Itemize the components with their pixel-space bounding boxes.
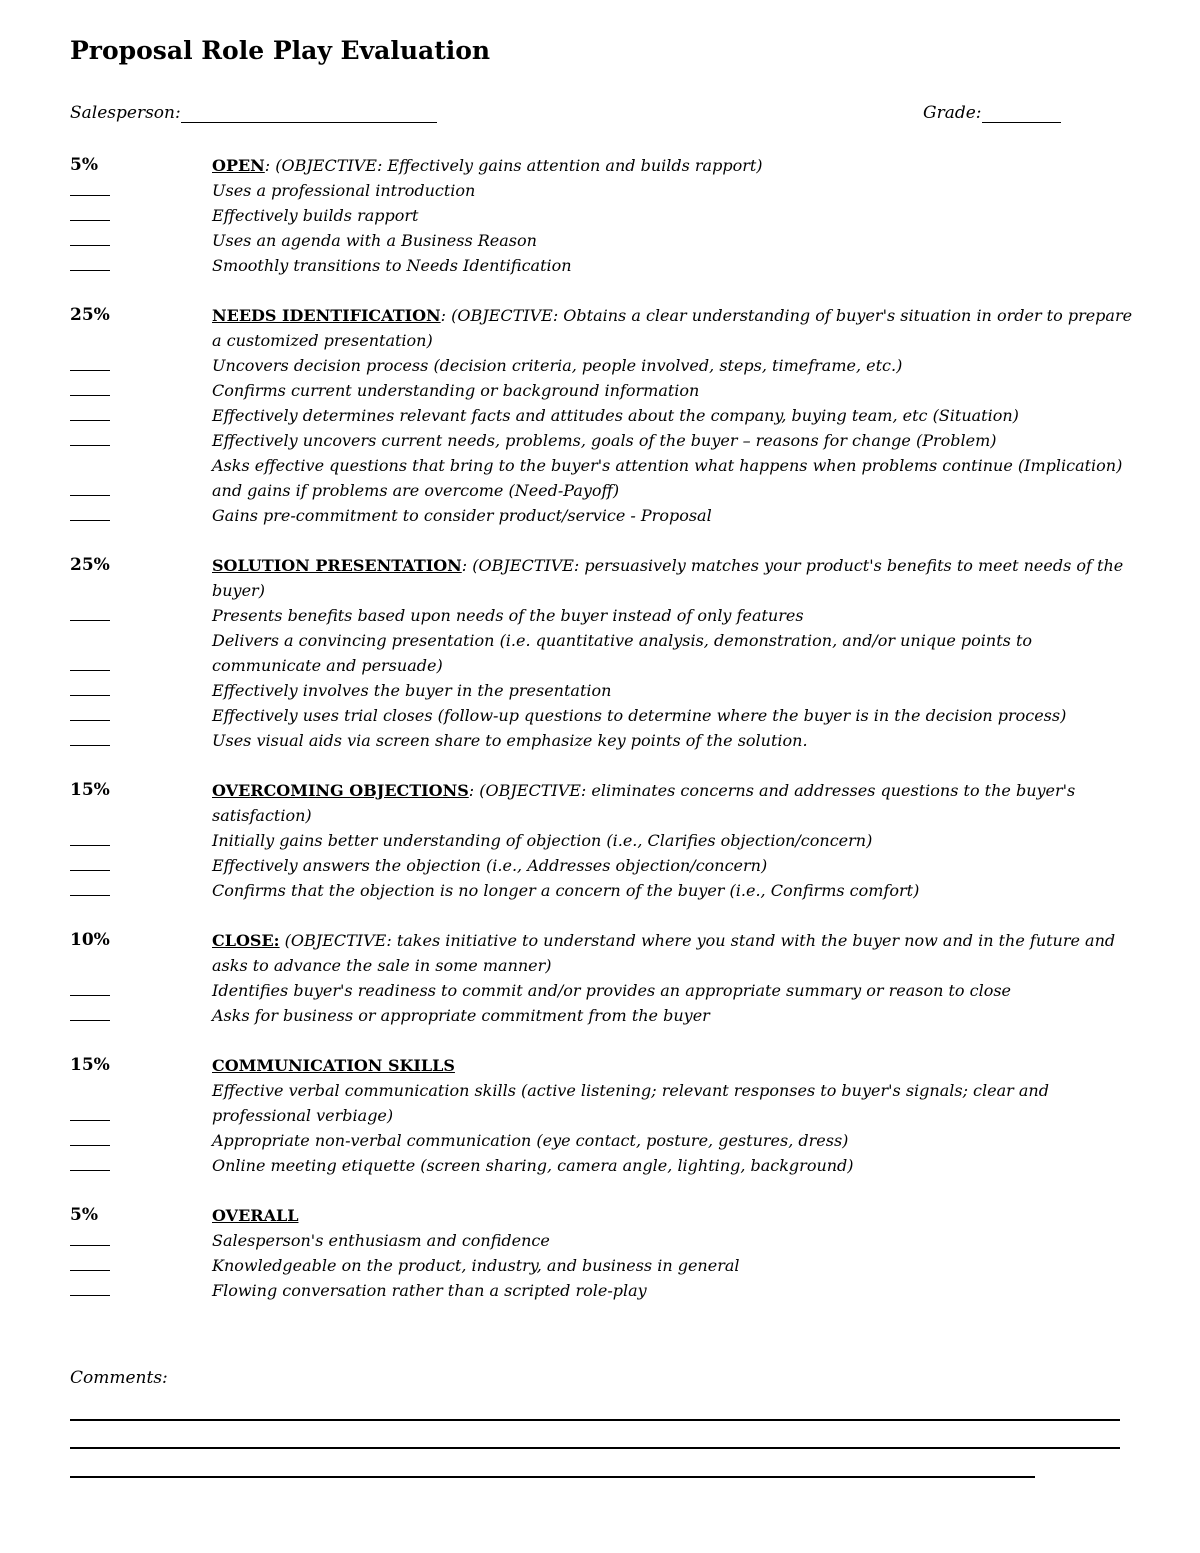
criteria-text: Uncovers decision process (decision criteria, people involved, steps, timeframe, etc.) bbox=[212, 356, 903, 375]
section-weight: 15% bbox=[70, 780, 110, 800]
section-title bbox=[212, 1203, 1137, 1228]
criteria-section bbox=[0, 153, 1200, 278]
criteria-text: Asks effective questions that bring to the buyer's attention what happens when problems continue (Implication) and gains if problems are overcome (Need-Payoff) bbox=[212, 456, 1123, 500]
grade-label: Grade: bbox=[923, 103, 982, 123]
criteria-text: Identifies buyer's readiness to commit and/or provides an appropriate summary or reason to close bbox=[212, 981, 1011, 1000]
criteria-section bbox=[0, 1203, 1200, 1303]
criteria-item bbox=[0, 1253, 1200, 1278]
section-heading: OPEN bbox=[212, 156, 265, 175]
section-header-row bbox=[0, 1203, 1200, 1228]
section-objective: : (OBJECTIVE: Obtains a clear understanding of buyer's situation in order to prepare a customized presentation) bbox=[212, 306, 1133, 350]
criteria-item bbox=[0, 853, 1200, 878]
comments-label: Comments: bbox=[70, 1368, 168, 1388]
score-blank[interactable] bbox=[70, 1120, 110, 1121]
criteria-item bbox=[0, 353, 1200, 378]
score-blank[interactable] bbox=[70, 1020, 110, 1021]
section-title bbox=[212, 928, 1137, 978]
score-blank[interactable] bbox=[70, 745, 110, 746]
criteria-text: Appropriate non-verbal communication (eye contact, posture, gestures, dress) bbox=[212, 1131, 849, 1150]
criteria-item bbox=[0, 253, 1200, 278]
section-header-row bbox=[0, 778, 1200, 828]
criteria-text: Initially gains better understanding of objection (i.e., Clarifies objection/concern) bbox=[212, 831, 873, 850]
score-blank[interactable] bbox=[70, 495, 110, 496]
score-blank[interactable] bbox=[70, 245, 110, 246]
criteria-item bbox=[0, 628, 1200, 678]
section-weight: 5% bbox=[70, 155, 98, 175]
section-objective: (OBJECTIVE: takes initiative to understand where you stand with the buyer now and in the future and asks to advance the sale in some manner) bbox=[212, 931, 1116, 975]
score-blank[interactable] bbox=[70, 720, 110, 721]
criteria-item bbox=[0, 603, 1200, 628]
score-blank[interactable] bbox=[70, 1170, 110, 1171]
section-weight: 25% bbox=[70, 555, 110, 575]
score-blank[interactable] bbox=[70, 620, 110, 621]
score-blank[interactable] bbox=[70, 895, 110, 896]
comment-line[interactable] bbox=[70, 1419, 1120, 1421]
score-blank[interactable] bbox=[70, 195, 110, 196]
section-title bbox=[212, 778, 1137, 828]
criteria-text: Effective verbal communication skills (active listening; relevant responses to buyer's signals; clear and professional verbiage) bbox=[212, 1081, 1049, 1125]
criteria-item bbox=[0, 178, 1200, 203]
criteria-item bbox=[0, 1153, 1200, 1178]
section-title bbox=[212, 303, 1137, 353]
criteria-text: Smoothly transitions to Needs Identification bbox=[212, 256, 572, 275]
criteria-text: Knowledgeable on the product, industry, and business in general bbox=[212, 1256, 740, 1275]
section-header-row bbox=[0, 553, 1200, 603]
criteria-item bbox=[0, 1078, 1200, 1128]
criteria-item bbox=[0, 428, 1200, 453]
section-heading: OVERALL bbox=[212, 1206, 299, 1225]
criteria-item bbox=[0, 978, 1200, 1003]
section-header-row bbox=[0, 1053, 1200, 1078]
score-blank[interactable] bbox=[70, 995, 110, 996]
section-title bbox=[212, 153, 1137, 178]
section-heading: SOLUTION PRESENTATION bbox=[212, 556, 462, 575]
section-objective: : (OBJECTIVE: Effectively gains attention and builds rapport) bbox=[264, 156, 763, 175]
criteria-section bbox=[0, 553, 1200, 753]
salesperson-label: Salesperson: bbox=[70, 103, 181, 123]
criteria-text: Effectively determines relevant facts and attitudes about the company, buying team, etc (Situation) bbox=[212, 406, 1019, 425]
criteria-item bbox=[0, 1003, 1200, 1028]
criteria-text: Effectively builds rapport bbox=[212, 206, 419, 225]
criteria-section bbox=[0, 303, 1200, 528]
score-blank[interactable] bbox=[70, 395, 110, 396]
criteria-item bbox=[0, 378, 1200, 403]
section-heading: COMMUNICATION SKILLS bbox=[212, 1056, 455, 1075]
criteria-text: Gains pre-commitment to consider product/service - Proposal bbox=[212, 506, 712, 525]
section-objective: : (OBJECTIVE: persuasively matches your product's benefits to meet needs of the buyer) bbox=[212, 556, 1124, 600]
salesperson-field bbox=[70, 103, 437, 123]
criteria-item bbox=[0, 453, 1200, 503]
criteria-section bbox=[0, 928, 1200, 1028]
section-header-row bbox=[0, 303, 1200, 353]
criteria-section bbox=[0, 778, 1200, 903]
criteria-text: Confirms current understanding or background information bbox=[212, 381, 700, 400]
section-title bbox=[212, 553, 1137, 603]
criteria-sections bbox=[0, 153, 1200, 1328]
criteria-text: Online meeting etiquette (screen sharing, camera angle, lighting, background) bbox=[212, 1156, 854, 1175]
criteria-item bbox=[0, 403, 1200, 428]
section-title bbox=[212, 1053, 1137, 1078]
score-blank[interactable] bbox=[70, 1145, 110, 1146]
criteria-item bbox=[0, 703, 1200, 728]
criteria-text: Effectively uncovers current needs, problems, goals of the buyer – reasons for change (Problem) bbox=[212, 431, 997, 450]
criteria-section bbox=[0, 1053, 1200, 1178]
criteria-text: Effectively answers the objection (i.e., Addresses objection/concern) bbox=[212, 856, 768, 875]
score-blank[interactable] bbox=[70, 420, 110, 421]
comment-line[interactable] bbox=[70, 1447, 1120, 1449]
section-header-row bbox=[0, 153, 1200, 178]
section-weight: 10% bbox=[70, 930, 110, 950]
criteria-text: Effectively uses trial closes (follow-up questions to determine where the buyer is in the decision process) bbox=[212, 706, 1067, 725]
criteria-text: Uses an agenda with a Business Reason bbox=[212, 231, 537, 250]
grade-blank[interactable] bbox=[982, 104, 1061, 123]
criteria-item bbox=[0, 1228, 1200, 1253]
grade-field bbox=[923, 103, 1061, 123]
section-weight: 5% bbox=[70, 1205, 98, 1225]
criteria-text: Flowing conversation rather than a scripted role-play bbox=[212, 1281, 647, 1300]
criteria-text: Uses visual aids via screen share to emphasize key points of the solution. bbox=[212, 731, 808, 750]
criteria-text: Uses a professional introduction bbox=[212, 181, 476, 200]
criteria-text: Presents benefits based upon needs of the buyer instead of only features bbox=[212, 606, 804, 625]
criteria-text: Asks for business or appropriate commitment from the buyer bbox=[212, 1006, 710, 1025]
score-blank[interactable] bbox=[70, 695, 110, 696]
score-blank[interactable] bbox=[70, 220, 110, 221]
criteria-item bbox=[0, 878, 1200, 903]
criteria-item bbox=[0, 1278, 1200, 1303]
comment-line[interactable] bbox=[70, 1476, 1035, 1478]
score-blank[interactable] bbox=[70, 270, 110, 271]
score-blank[interactable] bbox=[70, 1270, 110, 1271]
criteria-item bbox=[0, 203, 1200, 228]
criteria-text: Confirms that the objection is no longer a concern of the buyer (i.e., Confirms comfort) bbox=[212, 881, 920, 900]
score-blank[interactable] bbox=[70, 520, 110, 521]
criteria-item bbox=[0, 678, 1200, 703]
section-heading: OVERCOMING OBJECTIONS bbox=[212, 781, 469, 800]
criteria-text: Delivers a convincing presentation (i.e. quantitative analysis, demonstration, and/or unique points to communicate and persuade) bbox=[212, 631, 1033, 675]
criteria-item bbox=[0, 728, 1200, 753]
section-weight: 15% bbox=[70, 1055, 110, 1075]
criteria-item bbox=[0, 1128, 1200, 1153]
page-title: Proposal Role Play Evaluation bbox=[70, 36, 491, 65]
section-objective: : (OBJECTIVE: eliminates concerns and addresses questions to the buyer's satisfaction) bbox=[212, 781, 1076, 825]
salesperson-blank[interactable] bbox=[181, 104, 437, 123]
score-blank[interactable] bbox=[70, 870, 110, 871]
criteria-item bbox=[0, 828, 1200, 853]
criteria-item bbox=[0, 228, 1200, 253]
section-header-row bbox=[0, 928, 1200, 978]
criteria-item bbox=[0, 503, 1200, 528]
score-blank[interactable] bbox=[70, 845, 110, 846]
score-blank[interactable] bbox=[70, 670, 110, 671]
section-weight: 25% bbox=[70, 305, 110, 325]
criteria-text: Effectively involves the buyer in the presentation bbox=[212, 681, 612, 700]
score-blank[interactable] bbox=[70, 445, 110, 446]
section-heading: NEEDS IDENTIFICATION bbox=[212, 306, 441, 325]
section-heading: CLOSE: bbox=[212, 931, 280, 950]
score-blank[interactable] bbox=[70, 1245, 110, 1246]
criteria-text: Salesperson's enthusiasm and confidence bbox=[212, 1231, 550, 1250]
score-blank[interactable] bbox=[70, 1295, 110, 1296]
score-blank[interactable] bbox=[70, 370, 110, 371]
